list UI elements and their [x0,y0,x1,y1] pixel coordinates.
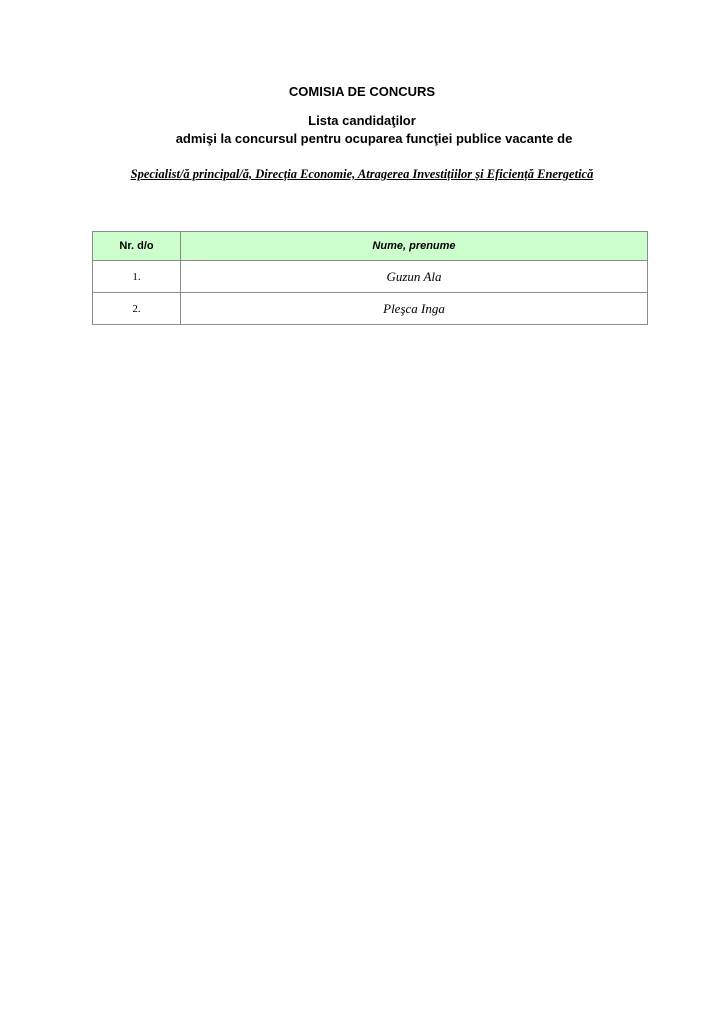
row-number: 1. [93,261,181,293]
candidates-table [92,231,648,325]
list-title: Lista candidaţilor [308,113,416,128]
list-subtitle: admişi la concursul pentru ocuparea funcţiei publice vacante de [175,131,573,146]
candidate-name: Pleşca Inga [181,293,648,325]
column-header-name: Nume, prenume [181,232,648,261]
table-header-row [93,232,648,261]
column-header-number: Nr. d/o [93,232,181,261]
candidate-name: Guzun Ala [181,261,648,293]
position-title: Specialist/ă principal/ă, Direcția Economie, Atragerea Investițiilor și Eficiență Energetică [130,167,594,181]
table-row [93,261,648,293]
row-number: 2. [93,293,181,325]
table-row [93,293,648,325]
commission-title: COMISIA DE CONCURS [288,84,436,99]
